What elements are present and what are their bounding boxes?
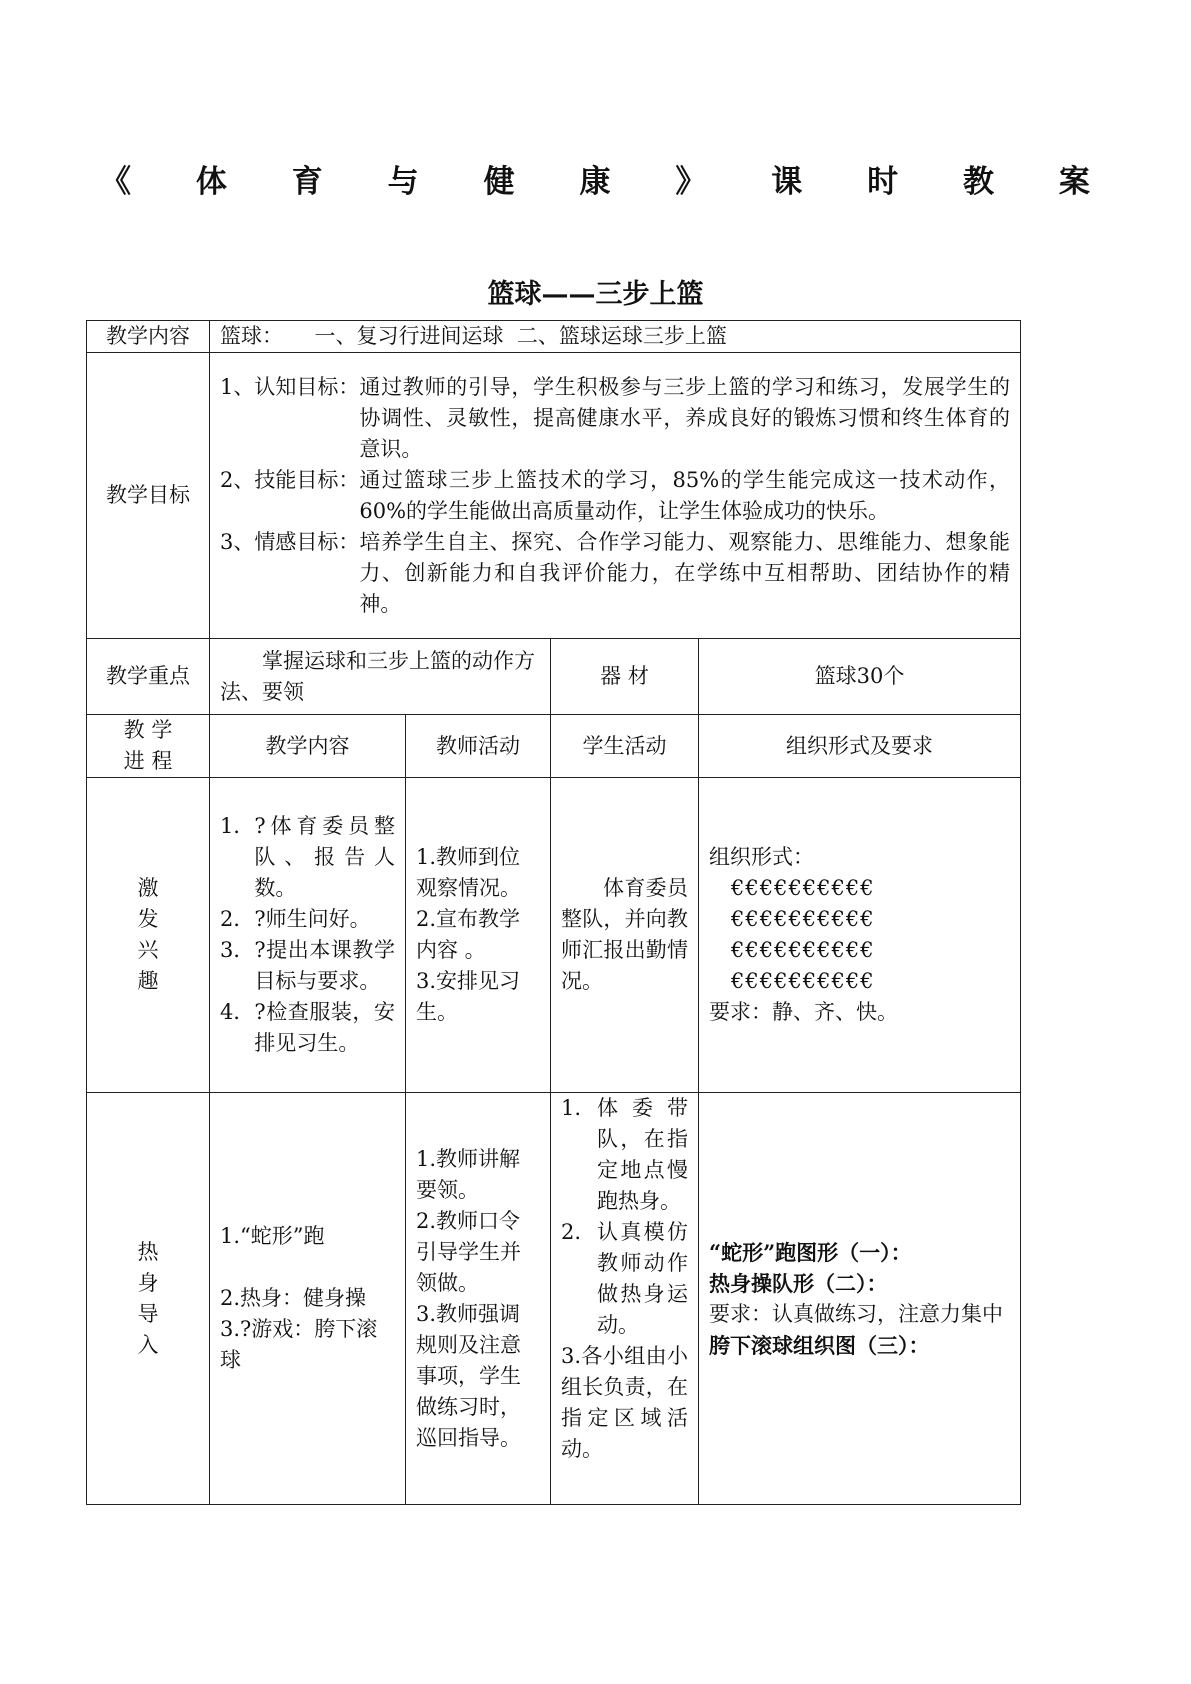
key-label: 教学重点 (87, 639, 210, 715)
teacher-step: 2.宣布教学内容 。 (416, 907, 521, 962)
stage2-teacher (406, 1093, 551, 1505)
goals-row (87, 353, 1021, 639)
stage1-organization (699, 778, 1021, 1093)
content-value: 篮球： 一、复习行进间运球 二、篮球运球三步上篮 (210, 321, 1021, 353)
header-row (87, 715, 1021, 778)
org-requirement: 要求：认真做练习，注意力集中 (709, 1301, 1003, 1326)
teacher-step: 3.安排见习生。 (416, 969, 521, 1024)
goal-cognitive (220, 372, 1010, 465)
item-text: 3.各小组由小组长负责，在指定区域活动。 (561, 1344, 688, 1461)
key-row (87, 639, 1021, 715)
goal-label: 2、技能目标： (220, 467, 360, 492)
org-requirement: 要求：静、齐、快。 (709, 1000, 898, 1024)
item-text: ?师生问好。 (254, 907, 371, 931)
list-item (561, 1341, 688, 1465)
header-process: 教 学 进 程 (87, 715, 210, 778)
item-number: 1. (561, 1096, 582, 1120)
lesson-subtitle: 篮球——三步上篮 (487, 279, 704, 310)
title-char: 健 (483, 163, 515, 200)
item-text: 认真模仿教师动作做热身运动。 (597, 1220, 688, 1337)
content-row (87, 321, 1021, 353)
document-title (100, 158, 1090, 198)
title-char: 案 (1058, 163, 1090, 200)
equipment-label: 器 材 (551, 639, 699, 715)
item-text: ?体育委员整队、报告人数。 (254, 814, 395, 900)
goal-skill (220, 465, 1010, 527)
list-item (561, 1217, 688, 1341)
content-item: 3.?游戏：胯下滚球 (220, 1317, 378, 1372)
teacher-step: 2.教师口令引导学生并领做。 (416, 1208, 521, 1295)
goal-text: 通过篮球三步上篮技术的学习，85%的学生能完成这一技术动作，60%的学生能做出高质量动作，让学生体验成功的快乐。 (359, 467, 1011, 523)
stage-warmup-row (87, 1093, 1021, 1505)
formation-row: €€€€€€€€€€ (731, 969, 875, 993)
content-label: 教学内容 (87, 321, 210, 353)
title-char: 《 (100, 163, 131, 200)
list-item (220, 997, 395, 1059)
stage2-content (210, 1093, 406, 1505)
item-text: 体委带队，在指定地点慢跑热身。 (597, 1096, 688, 1213)
item-number: 2. (561, 1220, 582, 1244)
title-char: 教 (963, 163, 995, 200)
org-line: 热身操队形（二）： (709, 1270, 888, 1296)
org-line: 胯下滚球组织图（三）： (709, 1332, 930, 1358)
title-char: 康 (579, 163, 611, 200)
list-item (220, 811, 395, 904)
header-student: 学生活动 (551, 715, 699, 778)
title-char: 时 (867, 163, 899, 200)
stage-name: 热身导入 (87, 1093, 210, 1505)
item-number: 3． (220, 938, 255, 962)
title-char: 课 (771, 163, 803, 200)
item-text: ?提出本课教学目标与要求。 (254, 938, 395, 993)
org-line: “蛇形”跑图形（一）： (709, 1239, 912, 1265)
goals-label: 教学目标 (87, 353, 210, 639)
goal-label: 3、情感目标： (220, 529, 360, 554)
content-item: 2.热身：健身操 (220, 1286, 367, 1310)
title-char: 育 (291, 163, 323, 200)
formation-row: €€€€€€€€€€ (731, 938, 875, 962)
stage-name: 激发兴趣 (87, 778, 210, 1093)
org-title: 组织形式： (709, 845, 814, 869)
stage1-content (210, 778, 406, 1093)
stage2-organization (699, 1093, 1021, 1505)
header-organization: 组织形式及要求 (699, 715, 1021, 778)
item-number: 4． (220, 1000, 255, 1024)
goal-text: 培养学生自主、探究、合作学习能力、观察能力、思维能力、想象能力、创新能力和自我评价能力，在学练中互相帮助、团结协作的精神。 (359, 529, 1011, 616)
title-char: 体 (195, 163, 227, 200)
goal-text: 通过教师的引导，学生积极参与三步上篮的学习和练习，发展学生的协调性、灵敏性，提高健康水平，养成良好的锻炼习惯和终生体育的意识。 (359, 374, 1011, 461)
list-item (561, 1093, 688, 1217)
key-value: 掌握运球和三步上篮的动作方法、要领 (210, 639, 551, 715)
lesson-plan-table (86, 320, 1021, 1505)
stage-motivate-row (87, 778, 1021, 1093)
stage1-student: 体育委员整队，并向教师汇报出勤情况。 (551, 778, 699, 1093)
item-number: 1． (220, 814, 255, 838)
header-teacher: 教师活动 (406, 715, 551, 778)
teacher-step: 1.教师讲解要领。 (416, 1146, 521, 1202)
formation-row: €€€€€€€€€€ (731, 907, 875, 931)
stage2-student (551, 1093, 699, 1505)
formation-row: €€€€€€€€€€ (731, 876, 875, 900)
teacher-step: 1.教师到位观察情况。 (416, 845, 521, 900)
equipment-value: 篮球30个 (699, 639, 1021, 715)
content-item: 1.“蛇形”跑 (220, 1224, 325, 1248)
teacher-step: 3.教师强调规则及注意事项，学生做练习时，巡回指导。 (416, 1301, 521, 1450)
title-char: 》 (675, 163, 707, 200)
goal-label: 1、认知目标： (220, 374, 360, 399)
title-char: 与 (387, 163, 419, 200)
item-number: 2． (220, 907, 255, 931)
list-item (220, 904, 395, 935)
goals-cell (210, 353, 1021, 639)
item-text: ?检查服装，安排见习生。 (254, 1000, 395, 1055)
list-item (220, 935, 395, 997)
header-content: 教学内容 (210, 715, 406, 778)
stage1-teacher (406, 778, 551, 1093)
goal-emotion (220, 527, 1010, 620)
